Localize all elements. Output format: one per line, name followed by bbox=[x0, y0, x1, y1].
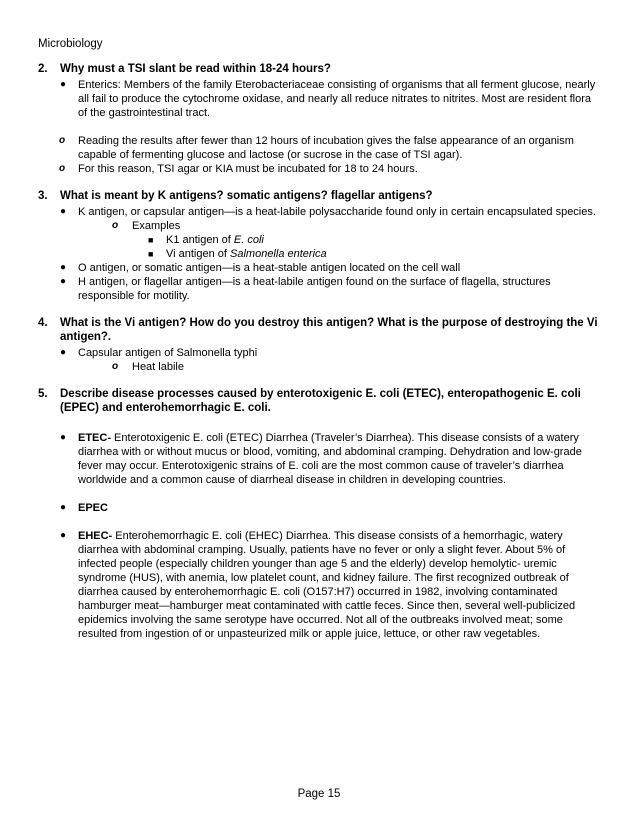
example-organism: E. coli bbox=[233, 234, 264, 246]
list-item bbox=[38, 247, 598, 261]
question-number: 3. bbox=[38, 190, 48, 202]
question-4-section bbox=[38, 316, 598, 374]
etec-text: Enterotoxigenic E. coli (ETEC) Diarrhea (Traveler’s Diarrhea). This disease consists of a watery diarrhea with or without mucus or blood, vomiting, and abdominal cramping. Dehydration and low-grade fever may occur. Enterotoxigenic strains of E. coli are the most common cause of traveler’s diarrhea worldwide and a common cause of diarrheal disease in children in developing countries. bbox=[78, 432, 582, 486]
question-text: What is meant by K antigens? somatic antigens? flagellar antigens? bbox=[60, 190, 433, 202]
list-item-text: Examples bbox=[132, 220, 181, 232]
circle-bullet-icon: o bbox=[59, 135, 66, 146]
list-item bbox=[38, 219, 598, 233]
question-text: What is the Vi antigen? How do you destroy this antigen? What is the purpose of destroying the Vi antigen?. bbox=[60, 317, 598, 343]
list-item-text: Capsular antigen of Salmonella typhi bbox=[78, 347, 258, 359]
question-2 bbox=[38, 62, 598, 76]
list-item-text: Heat labile bbox=[132, 361, 184, 373]
page-number: Page 15 bbox=[297, 788, 341, 800]
square-bullet-icon: ■ bbox=[148, 235, 154, 245]
question-number: 2. bbox=[38, 63, 48, 75]
bullet-icon: ● bbox=[60, 530, 67, 541]
list-item-ehec bbox=[38, 529, 598, 641]
question-3 bbox=[38, 189, 598, 203]
bullet-icon: ● bbox=[60, 347, 67, 358]
question-5-answers bbox=[38, 431, 598, 487]
list-item-epec bbox=[38, 501, 598, 515]
bullet-icon: ● bbox=[60, 432, 67, 443]
etec-label: ETEC- bbox=[78, 432, 111, 444]
list-item bbox=[38, 275, 598, 303]
question-2-section bbox=[38, 62, 598, 176]
list-item bbox=[38, 233, 598, 247]
question-5-section bbox=[38, 387, 598, 641]
ehec-label: EHEC- bbox=[78, 530, 113, 542]
ehec-text: Enterohemorrhagic E. coli (EHEC) Diarrhea. This disease consists of a hemorrhagic, watery diarrhea with abdominal cramping. Usually, patients have no fever or only a slight fever. About 5% of infected people (especially children younger than age 5 and the elderly) develop hemolytic- uremic syndrome (HUS), with anemia, low platelet count, and kidney failure. The first recognized outbreak of diarrhea caused by enterohemorrhagic E. coli (O157:H7) occurred in 1982, involving contaminated hamburger meat—hamburger meat contaminated with cattle feces. Since then, several well-publicized epidemics involving the same serotype have occurred. Not all of the outbreaks involved meat; some resulted from ingestion of or unpasteurized milk or apple juice, lettuce, or other raw vegetables. bbox=[78, 530, 576, 640]
question-number: 5. bbox=[38, 388, 48, 400]
example-prefix: Vi antigen of bbox=[166, 248, 231, 260]
question-text: Why must a TSI slant be read within 18-24 hours? bbox=[60, 63, 331, 75]
list-item bbox=[38, 162, 598, 176]
question-5 bbox=[38, 387, 598, 415]
question-number: 4. bbox=[38, 317, 48, 329]
question-3-section bbox=[38, 189, 598, 303]
list-item bbox=[38, 134, 598, 162]
question-5-ehec bbox=[38, 529, 598, 641]
question-2-subpoints bbox=[38, 134, 598, 176]
list-item-text: O antigen, or somatic antigen—is a heat-stable antigen located on the cell wall bbox=[78, 262, 461, 274]
page-header: Microbiology bbox=[38, 38, 103, 50]
question-4 bbox=[38, 316, 598, 344]
list-item-text: For this reason, TSI agar or KIA must be incubated for 18 to 24 hours. bbox=[78, 163, 418, 175]
bullet-icon: ● bbox=[60, 276, 67, 287]
square-bullet-icon: ■ bbox=[148, 249, 154, 259]
question-4-answers bbox=[38, 346, 598, 374]
bullet-icon: ● bbox=[60, 262, 67, 273]
bullet-icon: ● bbox=[60, 206, 67, 217]
bullet-icon: ● bbox=[60, 502, 67, 513]
list-item-text: Reading the results after fewer than 12 hours of incubation gives the false appearance of an organism capable of fermenting glucose and lactose (or sucrose in the case of TSI agar). bbox=[78, 135, 574, 161]
example-organism: Salmonella enterica bbox=[230, 248, 327, 260]
question-3-answers bbox=[38, 205, 598, 303]
bullet-icon: ● bbox=[60, 79, 67, 90]
list-item bbox=[38, 346, 598, 360]
list-item-etec bbox=[38, 431, 598, 487]
list-item-text: K antigen, or capsular antigen—is a heat-labile polysaccharide found only in certain encapsulated species. bbox=[78, 206, 596, 218]
epec-label: EPEC bbox=[78, 502, 108, 514]
question-2-answers bbox=[38, 78, 598, 120]
question-text: Describe disease processes caused by enterotoxigenic E. coli (ETEC), enteropathogenic E. coli (EPEC) and enterohemorrhagic E. coli. bbox=[60, 388, 581, 414]
circle-bullet-icon: o bbox=[112, 220, 119, 231]
list-item bbox=[38, 261, 598, 275]
question-5-epec bbox=[38, 501, 598, 515]
circle-bullet-icon: o bbox=[59, 163, 66, 174]
circle-bullet-icon: o bbox=[112, 361, 119, 372]
list-item bbox=[38, 78, 598, 120]
page-content bbox=[38, 62, 598, 654]
example-prefix: K1 antigen of bbox=[166, 234, 234, 246]
list-item-text: H antigen, or flagellar antigen—is a heat-labile antigen found on the surface of flagella, structures responsible for motility. bbox=[78, 276, 551, 302]
list-item bbox=[38, 360, 598, 374]
list-item bbox=[38, 205, 598, 219]
list-item-text: Enterics: Members of the family Eterobacteriaceae consisting of organisms that all ferment glucose, nearly all fail to produce the cytochrome oxidase, and nearly all reduce nitrates to nitrites. Most are resident flora of the gastrointestinal tract. bbox=[78, 79, 596, 119]
